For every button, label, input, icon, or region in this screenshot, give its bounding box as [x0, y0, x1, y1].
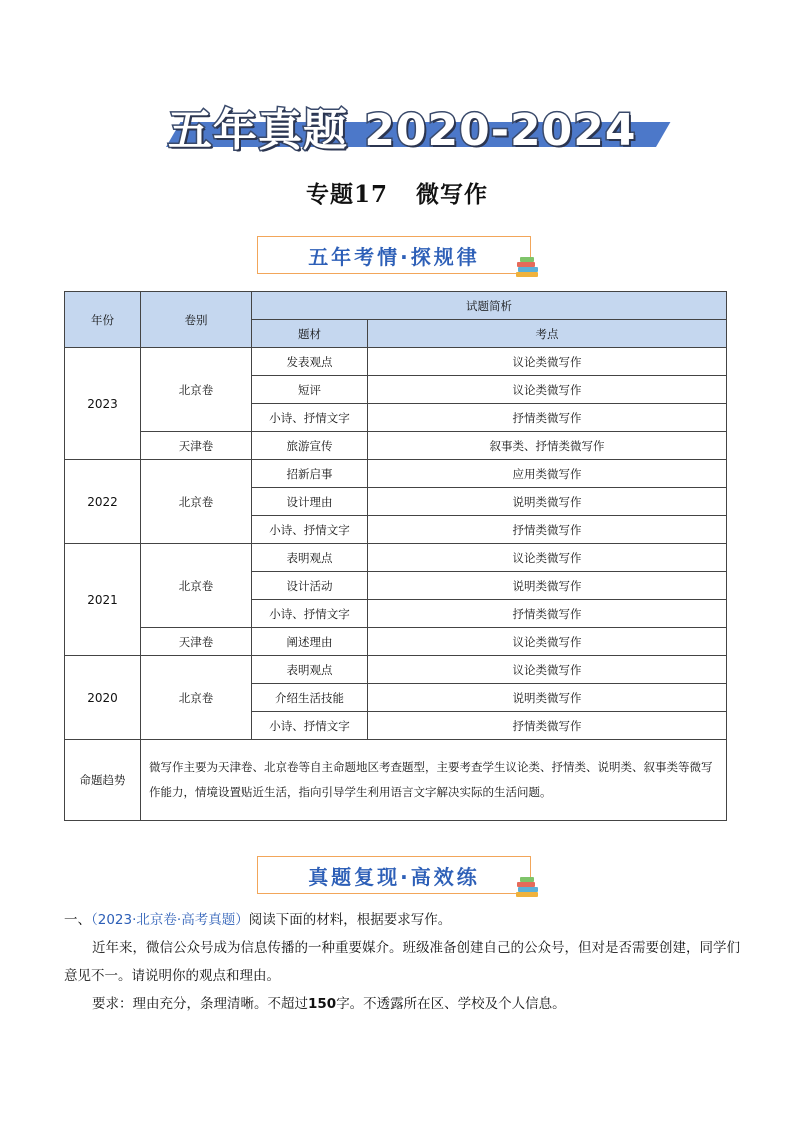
subject-heading: [0, 176, 794, 209]
cell-material: 阐述理由: [252, 628, 368, 656]
cell-point: 说明类微写作: [368, 488, 727, 516]
cell-point: 叙事类、抒情类微写作: [368, 432, 727, 460]
cell-material: 短评: [252, 376, 368, 404]
question-block: [64, 906, 740, 1018]
cell-material: 招新启事: [252, 460, 368, 488]
cell-point: 抒情类微写作: [368, 404, 727, 432]
cell-paper: 天津卷: [141, 628, 252, 656]
header-year: 年份: [65, 292, 141, 348]
header-point: 考点: [368, 320, 727, 348]
header-analysis: 试题简析: [252, 292, 727, 320]
cell-point: 抒情类微写作: [368, 516, 727, 544]
table-row: [65, 544, 727, 572]
cell-point: 议论类微写作: [368, 544, 727, 572]
table-row: [65, 460, 727, 488]
cell-material: 小诗、抒情文字: [252, 404, 368, 432]
books-icon: [516, 257, 542, 277]
subject-number: 17: [353, 181, 388, 208]
cell-material: 设计理由: [252, 488, 368, 516]
exam-analysis-table: [64, 291, 727, 821]
books-icon: [516, 877, 542, 897]
cell-material: 表明观点: [252, 544, 368, 572]
section-label-practice: [257, 856, 531, 894]
cell-material: 小诗、抒情文字: [252, 712, 368, 740]
cell-paper: 北京卷: [141, 544, 252, 628]
cell-year: 2020: [65, 656, 141, 740]
cell-year: 2022: [65, 460, 141, 544]
question-requirement: 要求：理由充分，条理清晰。不超过150字。不透露所在区、学校及个人信息。: [92, 996, 566, 1012]
cell-paper: 北京卷: [141, 656, 252, 740]
cell-paper: 北京卷: [141, 348, 252, 432]
cell-point: 应用类微写作: [368, 460, 727, 488]
cell-point: 抒情类微写作: [368, 600, 727, 628]
cell-material: 小诗、抒情文字: [252, 516, 368, 544]
cell-material: 小诗、抒情文字: [252, 600, 368, 628]
table-row: [65, 348, 727, 376]
section-label-text: 真题复现·高效练: [308, 864, 480, 889]
cell-material: 表明观点: [252, 656, 368, 684]
cell-trend-text: 微写作主要为天津卷、北京卷等自主命题地区考查题型，主要考查学生议论类、抒情类、说明类、叙事类等微写作能力，情境设置贴近生活，指向引导学生利用语言文字解决实际的生活问题。: [141, 740, 727, 821]
cell-year: 2023: [65, 348, 141, 460]
cell-point: 说明类微写作: [368, 572, 727, 600]
cell-material: 介绍生活技能: [252, 684, 368, 712]
cell-material: 设计活动: [252, 572, 368, 600]
cell-material: 旅游宣传: [252, 432, 368, 460]
table-row: [65, 628, 727, 656]
table-row-trend: [65, 740, 727, 821]
cell-point: 议论类微写作: [368, 348, 727, 376]
question-instruction: 阅读下面的材料，根据要求写作。: [248, 912, 452, 928]
table-row: [65, 432, 727, 460]
subject-name: 微写作: [416, 181, 488, 208]
cell-point: 抒情类微写作: [368, 712, 727, 740]
table-header-row: [65, 292, 727, 320]
cell-point: 议论类微写作: [368, 628, 727, 656]
cell-paper: 天津卷: [141, 432, 252, 460]
cell-material: 发表观点: [252, 348, 368, 376]
cell-point: 说明类微写作: [368, 684, 727, 712]
header-material: 题材: [252, 320, 368, 348]
question-source: （2023·北京卷·高考真题）: [91, 912, 249, 928]
cell-year: 2021: [65, 544, 141, 656]
question-head: [64, 906, 740, 934]
cell-point: 议论类微写作: [368, 656, 727, 684]
title-banner: [150, 94, 642, 156]
cell-paper: 北京卷: [141, 460, 252, 544]
header-paper: 卷别: [141, 292, 252, 348]
section-label-trends: [257, 236, 531, 274]
banner-title: 五年真题 2020-2024: [168, 105, 637, 156]
table-row: [65, 656, 727, 684]
section-label-text: 五年考情·探规律: [308, 244, 480, 269]
cell-point: 议论类微写作: [368, 376, 727, 404]
subject-prefix: 专题: [305, 181, 354, 208]
cell-trend-label: 命题趋势: [65, 740, 141, 821]
question-number: 一、: [64, 912, 91, 928]
question-material: 近年来，微信公众号成为信息传播的一种重要媒介。班级准备创建自己的公众号，但对是否需要创建，同学们意见不一。请说明你的观点和理由。: [64, 940, 740, 984]
